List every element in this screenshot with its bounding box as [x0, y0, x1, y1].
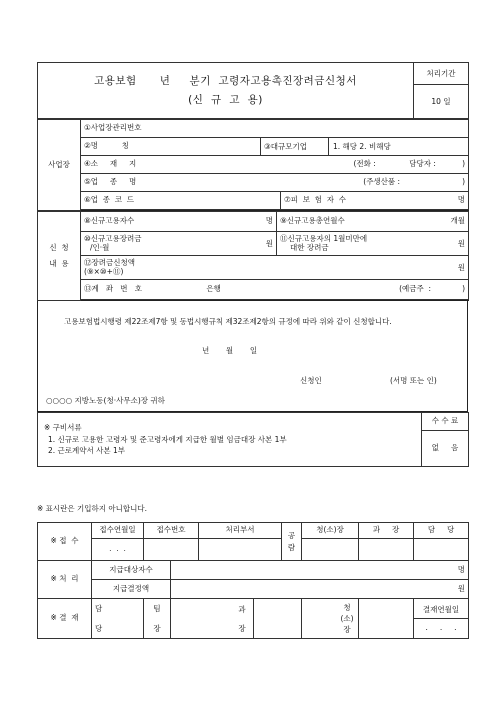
staff-label: 담 당	[414, 523, 469, 539]
pay-amount-value[interactable]	[171, 580, 469, 599]
business-section-label: 사업장	[38, 120, 81, 211]
form-title	[38, 63, 414, 119]
fee-label: 수 수 료	[422, 413, 469, 431]
business-reg-no-label: ①사업장관리번호	[84, 123, 142, 133]
approval-chief-label	[302, 599, 359, 639]
claim-amount-label-1: ⑫장려금신청액	[84, 257, 135, 267]
circulation-label	[282, 523, 302, 561]
approval-date-value: . . .	[425, 623, 457, 632]
attachments-list	[38, 413, 422, 467]
subsidy-per-month-label-2: /인·월	[90, 242, 110, 252]
business-type-label: ⑤업 종 명	[84, 177, 137, 187]
section-chief-sign[interactable]	[359, 539, 414, 561]
approval-cheong: 청	[343, 602, 351, 612]
process-label: ※ 처 리	[38, 561, 92, 599]
receipt-no-label: 접수번호	[144, 523, 199, 539]
approval-label: ※ 결 재	[38, 599, 92, 639]
fee-value: 없 음	[422, 431, 469, 467]
new-hire-count-unit: 명	[265, 216, 273, 226]
circulation-ram: 람	[287, 542, 296, 552]
approval-dang: 당	[95, 623, 103, 633]
new-hire-months-field[interactable]	[277, 212, 469, 232]
approval-chief-jang: 장	[343, 625, 351, 635]
new-hire-months-label: ⑨신규고용총연월수	[280, 216, 345, 226]
request-label-top: 신 청	[49, 242, 69, 252]
dept-value[interactable]	[199, 539, 282, 561]
pay-amount-label: 지급결정액	[92, 580, 171, 599]
approval-section-jang: 장	[238, 624, 246, 633]
attachment-item-1: 1. 신규로 고용한 고령자 및 준고령자에게 지급한 월별 임금대장 사본 1부	[48, 434, 287, 444]
new-hire-count-label: ⑧신규고용자수	[84, 216, 135, 226]
business-name-field[interactable]	[81, 138, 261, 156]
new-hire-count-field[interactable]	[81, 212, 277, 232]
attachments-title: ※ 구비서류	[44, 423, 82, 433]
section-chief-label: 과 장	[359, 523, 414, 539]
subsidy-per-month-field[interactable]	[81, 232, 277, 256]
processing-period	[414, 63, 469, 119]
dept-label: 처리부서	[199, 523, 282, 539]
insured-count-unit: 명	[457, 195, 465, 205]
attachments-section	[37, 412, 469, 467]
approval-section-sign[interactable]	[254, 599, 302, 639]
receipt-date-label: 접수연월일	[92, 523, 144, 539]
receipt-date-value[interactable]: . . .	[92, 539, 144, 561]
statement-box	[37, 301, 468, 412]
approval-staff-label	[92, 599, 144, 639]
chief-label: 청(소)장	[302, 523, 359, 539]
form-title-line2: (신 규 고 용)	[188, 94, 263, 106]
account-number-label: ⑬계 좌 번 호	[84, 284, 142, 294]
subsidy-per-month-label-1: ⑩신규고용장려금	[84, 233, 142, 243]
new-hire-months-unit: 개월	[450, 216, 465, 226]
under-month-subsidy-label-2: 대한 장려금	[290, 242, 329, 252]
large-enterprise-options: 1. 해당 2. 비해당	[333, 142, 391, 151]
attachment-item-2: 2. 근로계약서 사본 1부	[48, 446, 126, 456]
approval-section-label	[231, 600, 253, 638]
account-number-field[interactable]	[81, 280, 469, 300]
approval-team-jang: 장	[153, 623, 161, 633]
chief-sign[interactable]	[302, 539, 359, 561]
insured-count-label: ⑦피 보 험 자 수	[284, 195, 347, 205]
business-type-field[interactable]	[81, 174, 469, 192]
processing-period-value: 10 일	[431, 97, 451, 106]
header-table	[37, 62, 469, 119]
application-form	[37, 62, 468, 467]
pay-count-label: 지급대상자수	[92, 561, 171, 580]
business-address-label: ④소 재 지	[84, 159, 137, 169]
business-reg-no-field[interactable]	[81, 120, 469, 138]
processing-period-label: 처리기간	[414, 63, 468, 85]
approval-dam: 담	[95, 604, 103, 613]
receipt-label: ※ 접 수	[38, 523, 92, 561]
under-month-subsidy-label-1: ⑪신규고용자의 1월미만에	[280, 233, 368, 243]
business-phone-label: (전화 : 담당자 : )	[353, 159, 465, 169]
official-use-note: ※ 표시란은 기입하지 아니합니다.	[37, 504, 148, 513]
office-use-section	[37, 522, 468, 639]
business-code-field[interactable]	[81, 192, 281, 210]
approval-team-label	[144, 599, 171, 639]
large-enterprise-field[interactable]	[261, 138, 469, 156]
bank-label: 은행	[206, 284, 221, 294]
receipt-no-value[interactable]	[144, 539, 199, 561]
approval-team-sign[interactable]	[171, 599, 254, 639]
pay-amount-unit: 원	[457, 583, 466, 593]
signature-label[interactable]: (서명 또는 인)	[390, 376, 437, 385]
request-section-label	[38, 212, 81, 301]
approval-tim: 팀	[153, 604, 161, 613]
addressee: ○○○○ 지방노동(청·사무소)장 귀하	[46, 396, 165, 405]
claim-amount-label-2: (⑨×⑩+⑪)	[84, 266, 124, 276]
business-name-label: ②명 칭	[84, 141, 130, 151]
circulation-gong: 공	[287, 530, 296, 540]
under-month-subsidy-field[interactable]	[277, 232, 469, 256]
large-enterprise-label: ③대규모기업	[261, 138, 329, 155]
subsidy-per-month-unit: 원	[265, 238, 273, 248]
main-product-label: (주생산품 : )	[363, 177, 465, 187]
office-use-table	[37, 522, 469, 639]
insured-count-field[interactable]	[281, 192, 469, 210]
form-title-line1: 고용보험 년 분기 고령자고용촉진장려금신청서	[94, 74, 357, 87]
request-section	[37, 211, 469, 301]
applicant-label: 신청인	[300, 376, 322, 385]
under-month-subsidy-unit: 원	[457, 238, 465, 248]
business-address-field[interactable]	[81, 156, 469, 174]
approval-date-label: 결재연월일	[414, 600, 468, 619]
business-section	[37, 119, 469, 211]
statement-date: 년 월 일	[202, 346, 258, 355]
approval-so: (소)	[340, 613, 354, 623]
business-code-label: ⑥업 종 코 드	[84, 195, 135, 205]
approval-gwa: 과	[238, 604, 246, 614]
claim-amount-field[interactable]	[81, 256, 469, 280]
claim-amount-unit: 원	[457, 262, 465, 272]
approval-date-cell[interactable]	[414, 599, 469, 639]
staff-sign[interactable]	[414, 539, 469, 561]
account-holder-label: (예금주 : )	[399, 284, 465, 294]
request-label-bottom: 내 용	[49, 259, 69, 268]
approval-chief-sign[interactable]	[359, 599, 414, 639]
pay-count-unit: 명	[457, 564, 466, 574]
statement-text: 고용보험법시행령 제22조제7항 및 동법시행규칙 제32조제2항의 규정에 따라 위와 같이 신청합니다.	[64, 317, 392, 326]
pay-count-value[interactable]	[171, 561, 469, 580]
approval-chief-text	[336, 602, 358, 636]
